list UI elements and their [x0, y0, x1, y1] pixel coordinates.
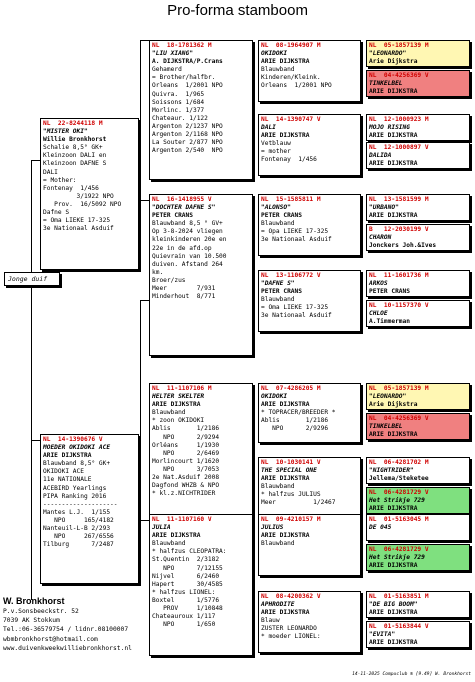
pedigree-line: * kl.z.NICHTRIDER	[152, 490, 216, 498]
great-grandparent-box	[366, 591, 470, 618]
owner-name: Jellema/Steketee	[369, 475, 429, 483]
ring-number: NL 09-4210157 M	[261, 516, 321, 523]
pedigree-line: Chateauroux 1/117	[152, 613, 216, 621]
great-grandparent-box	[366, 224, 470, 251]
pedigree-line: Chateaur. 1/122	[152, 114, 208, 122]
ring-number: NL 06-4281729 V	[369, 489, 429, 496]
pedigree-line: Fontenay 1/456	[261, 156, 317, 164]
mff-box	[258, 383, 361, 443]
pigeon-name: "DAFNE S"	[261, 280, 295, 288]
pedigree-line: Ablis 1/2186	[152, 425, 220, 433]
pigeon-name: "EVITA"	[369, 631, 396, 639]
pedigree-line: ACEBIRD Yearlings	[43, 484, 107, 492]
pedigree-line: * halfzus LIONEL:	[152, 588, 216, 596]
pedigree-line: = Oma LIEKE 17-325	[261, 304, 329, 312]
breeder-address: P.v.Sonsbeeckstr. 52	[3, 608, 79, 615]
owner-name: ARIE DIJKSTRA	[261, 58, 310, 66]
breeder-website: www.duivenkweekwilliebronkhorst.nl	[3, 644, 132, 652]
pedigree-line: kleinkinderen 20e en	[152, 236, 227, 244]
tree-line	[31, 160, 40, 161]
ring-number: NL 04-4256369 V	[369, 415, 429, 422]
pedigree-line: NPO 1/650	[152, 621, 216, 629]
tree-line	[140, 40, 149, 41]
owner-name: A.Timmerman	[369, 318, 410, 326]
ring-number: NL 11-1107106 M	[152, 385, 212, 392]
pedigree-line: 3/1922 NPO	[43, 192, 114, 200]
ring-number: NL 01-5163851 M	[369, 593, 429, 600]
pigeon-name: MOEDER OKIDOKI ACE	[43, 444, 111, 452]
owner-name: ARIE DIJKSTRA	[261, 401, 310, 409]
pedigree-line: PROV 1/10848	[152, 605, 223, 613]
pedigree-line: * zoon OKIDOKI	[152, 417, 205, 425]
pedigree-line: Quievrain van 10.500	[152, 252, 227, 260]
breeder-city: 7039 AK Stokkum	[3, 617, 60, 625]
ring-number: NL 12-1000923 M	[369, 116, 429, 123]
ring-number: NL 15-1585811 M	[261, 196, 321, 203]
ring-number: NL 10-1030141 V	[261, 459, 321, 466]
pedigree-line: Orléans 1/1930	[152, 441, 220, 449]
page-title: Pro-forma stamboom	[167, 2, 308, 19]
great-grandparent-box	[366, 194, 470, 221]
owner-name: PETER CRANS	[369, 288, 410, 296]
pedigree-line: 22e in de afd.op	[152, 244, 212, 252]
pedigree-line: Meer 7/931	[152, 285, 216, 293]
pedigree-line: Argenton 2/1237 NPO	[152, 122, 223, 130]
pigeon-name: ARKOS	[369, 280, 388, 288]
pedigree-line: * halfzus JULIUS	[261, 491, 321, 499]
pigeon-name: TINKELBEL	[369, 423, 403, 431]
great-grandparent-box	[366, 270, 470, 297]
ring-number: NL 14-1390747 V	[261, 116, 321, 123]
great-grandparent-box	[366, 114, 470, 141]
ffm-box	[258, 114, 361, 176]
breeder-email: wbmbronkhorst@hotmail.com	[3, 635, 98, 643]
owner-name: PETER CRANS	[261, 288, 302, 296]
great-grandparent-box	[366, 514, 470, 541]
pigeon-name: "MISTER OKI"	[43, 128, 88, 136]
pigeon-name: MOJO RISING	[369, 124, 410, 132]
ring-number: B 12-2030199 V	[369, 226, 429, 233]
tree-line	[140, 40, 141, 270]
pedigree-line: Hapert 30/4585	[152, 580, 223, 588]
pedigree-line: --------------------	[43, 500, 118, 508]
ring-number: NL 12-1000897 V	[369, 144, 429, 151]
pigeon-name: "DE BIG BOOM"	[369, 601, 418, 609]
pedigree-line: La Souter 2/877 NPO	[152, 139, 223, 147]
pedigree-line: Soissons 1/684	[152, 98, 205, 106]
pigeon-name: "LIU XIANG"	[152, 50, 193, 58]
pedigree-line: * TOPRACER/BREEDER *	[261, 409, 336, 417]
pedigree-line: Morlinc. 1/377	[152, 106, 205, 114]
owner-name: ARIE DIJKSTRA	[369, 88, 418, 96]
owner-name: PETER CRANS	[261, 212, 302, 220]
pigeon-name: TINKELBEL	[369, 80, 403, 88]
pedigree-line: Kleinzoon DALI en	[43, 152, 107, 160]
pedigree-line: Blauwband	[261, 220, 295, 228]
pigeon-name: CHARON	[369, 234, 392, 242]
pedigree-line: = Oma LIEKE 17-325	[43, 217, 111, 225]
tree-line	[140, 200, 149, 201]
owner-name: ARIE DIJKSTRA	[152, 401, 201, 409]
pedigree-line: Op 3-8-2024 vliegen	[152, 228, 223, 236]
ring-number: NL 07-4286205 M	[261, 385, 321, 392]
pedigree-line: Orleans 1/2001 NPO	[261, 82, 332, 90]
pedigree-line: Meer 1/2467	[261, 499, 336, 507]
pigeon-name: DALI	[261, 124, 276, 132]
pedigree-line: 2e Nat.Asduif 2008	[152, 474, 220, 482]
ring-number: NL 16-1418955 V	[152, 196, 212, 203]
great-grandparent-box	[366, 40, 470, 67]
great-grandparent-box	[366, 142, 470, 169]
pedigree-line: Prov. 16/5092 NPO	[43, 200, 122, 208]
owner-name: ARIE DIJKSTRA	[369, 212, 418, 220]
pedigree-line: Argenton 2/1168 NPO	[152, 131, 223, 139]
pedigree-line: Nijvel 6/2460	[152, 572, 220, 580]
pedigree-line: NPO 165/4182	[43, 516, 114, 524]
pedigree-line: Fontenay 1/456	[43, 184, 99, 192]
pedigree-line: ZUSTER LEONARDO	[261, 625, 317, 633]
pedigree-line: Nanteuil-L-B 2/293	[43, 525, 111, 533]
pedigree-line: Dagfond WHZB & NPO	[152, 482, 220, 490]
ring-number: NL 05-1857139 M	[369, 42, 429, 49]
ring-number: NL 04-4256369 V	[369, 72, 429, 79]
mother-father-box	[149, 383, 253, 521]
pedigree-line: Kleinzoon DAFNE S	[43, 160, 107, 168]
mmf-box	[258, 514, 361, 576]
pedigree-line: Tilburg 7/2487	[43, 541, 114, 549]
owner-name: Willie Bronkhorst	[43, 136, 107, 144]
pedigree-line: Schalie 8,5° GK+	[43, 144, 103, 152]
great-grandparent-box	[366, 413, 470, 440]
pedigree-line: * moeder LIONEL:	[261, 633, 321, 641]
pedigree-line: km.	[152, 268, 164, 276]
pedigree-line: Blauw	[261, 617, 280, 625]
father-box	[40, 118, 139, 270]
pedigree-line: OKIDOKI ACE	[43, 468, 84, 476]
breeder-info	[3, 596, 132, 653]
ring-number: NL 22-8244118 M	[43, 120, 103, 127]
pigeon-name: "DOCHTER DAFNE S"	[152, 204, 216, 212]
breeder-name: W. Bronkhorst	[3, 596, 65, 606]
pedigree-line: St.Quentin 2/3182	[152, 556, 220, 564]
pedigree-line: Blauwband	[152, 409, 186, 417]
fff-box	[258, 40, 361, 102]
pedigree-line: NPO 267/6556	[43, 533, 114, 541]
great-grandparent-box	[366, 487, 470, 514]
pedigree-line: Blauwband	[261, 296, 295, 304]
pedigree-line: = Opa LIEKE 17-325	[261, 228, 329, 236]
pedigree-line: Blauwband	[152, 540, 186, 548]
pigeon-name: "ALONSO"	[261, 204, 291, 212]
great-grandparent-box	[366, 300, 470, 327]
mother-box	[40, 434, 139, 584]
father-mother-box	[149, 194, 253, 356]
owner-name: ARIE DIJKSTRA	[369, 609, 418, 617]
father-father-box	[149, 40, 253, 180]
pedigree-line: Mantes L.J. 1/155	[43, 508, 111, 516]
ring-number: NL 08-1964907 M	[261, 42, 321, 49]
pedigree-line: Dafne S	[43, 209, 70, 217]
young-pigeon-box: Jonge duif	[4, 272, 60, 286]
owner-name: ARIE DIJKSTRA	[369, 160, 418, 168]
pigeon-name: HELTER SKELTER	[152, 393, 205, 401]
owner-name: ARIE DIJKSTRA	[261, 475, 310, 483]
pedigree-line: 11e NATIONALE	[43, 476, 92, 484]
owner-name: ARIE DIJKSTRA	[261, 132, 310, 140]
ring-number: NL 06-4281702 M	[369, 459, 429, 466]
ring-number: NL 11-1601736 M	[369, 272, 429, 279]
pedigree-line: NPO 2/9294	[152, 433, 220, 441]
owner-name: ARIE DIJKSTRA	[369, 431, 418, 439]
ring-number: NL 01-5163045 M	[369, 516, 429, 523]
pedigree-line: = Mother:	[43, 176, 77, 184]
ring-number: NL 18-1781362 M	[152, 42, 212, 49]
pedigree-line: Quivra. 1/965	[152, 90, 205, 98]
pedigree-line: Blauwband	[261, 540, 295, 548]
pedigree-line: 3e Nationaal Asduif	[261, 236, 332, 244]
mmm-box	[258, 591, 361, 653]
pedigree-line: NPO 7/12155	[152, 564, 223, 572]
owner-name: ARIE DIJKSTRA	[152, 532, 201, 540]
pedigree-line: Argenton 2/540 NPO	[152, 147, 223, 155]
ring-number: NL 13-1106772 V	[261, 272, 321, 279]
pedigree-line: 3e Nationaal Asduif	[261, 312, 332, 320]
pigeon-name: CHLOE	[369, 310, 388, 318]
tree-line	[31, 160, 32, 600]
pedigree-line: Minderhout 8/771	[152, 293, 216, 301]
great-grandparent-box	[366, 383, 470, 410]
pedigree-line: NPO 2/9296	[261, 425, 329, 433]
owner-name: ARIE DIJKSTRA	[43, 452, 92, 460]
tree-line	[31, 440, 40, 441]
pedigree-line: * halfzus CLEOPATRA:	[152, 548, 227, 556]
ring-number: NL 10-1157370 V	[369, 302, 429, 309]
pigeon-name: Het Strikje 729	[369, 554, 425, 562]
pedigree-line: Boxtel 1/5776	[152, 596, 220, 604]
ring-number: NL 11-1107160 V	[152, 516, 212, 523]
pedigree-line: NPO 2/6469	[152, 449, 220, 457]
owner-name: ARIE DIJKSTRA	[261, 609, 310, 617]
pigeon-name: "LEONARDO"	[369, 50, 407, 58]
fmm-box	[258, 270, 361, 332]
pigeon-name: "LEONARDO"	[369, 393, 407, 401]
tree-line	[140, 300, 149, 301]
mother-mother-box	[149, 514, 253, 656]
pedigree-line: = mother	[261, 148, 291, 156]
pedigree-line: duiven. Afstand 264	[152, 260, 223, 268]
great-grandparent-box	[366, 70, 470, 97]
pigeon-name: OKIDOKI	[261, 393, 288, 401]
great-grandparent-box	[366, 544, 470, 571]
pedigree-line: Morlincourt 1/1620	[152, 457, 220, 465]
pigeon-name: OKIDOKI	[261, 50, 288, 58]
tree-line	[140, 300, 141, 530]
great-grandparent-box	[366, 457, 470, 484]
ring-number: NL 05-1857139 M	[369, 385, 429, 392]
ring-number: NL 13-1581599 M	[369, 196, 429, 203]
pedigree-line: Broer/zus	[152, 276, 186, 284]
ring-number: NL 08-4200362 V	[261, 593, 321, 600]
tree-line	[140, 520, 149, 521]
pigeon-name: APHRODITE	[261, 601, 295, 609]
pigeon-name: "URBANO"	[369, 204, 399, 212]
pedigree-line: DALI	[43, 168, 58, 176]
pedigree-line: Vetblauw	[261, 140, 291, 148]
owner-name: ARIE DIJKSTRA	[369, 639, 418, 647]
pedigree-line: Orleans 1/2001 NPO	[152, 82, 223, 90]
owner-name: ARIE DIJKSTRA	[369, 505, 418, 513]
ring-number: NL 01-5163844 V	[369, 623, 429, 630]
owner-name: ARIE DIJKSTRA	[261, 532, 310, 540]
great-grandparent-box	[366, 621, 470, 648]
pedigree-line: Blauwband	[261, 66, 295, 74]
owner-name: A. DIJKSTRA/P.Crans	[152, 58, 223, 66]
breeder-phone: Tel.:06-36579754 / lidnr.08100007	[3, 626, 129, 634]
pigeon-name: Het Strikje 729	[369, 497, 425, 505]
owner-name: Arie Dijkstra	[369, 401, 418, 409]
pigeon-name: DE 045	[369, 524, 392, 532]
pedigree-line: Kinderen/Kleink.	[261, 74, 321, 82]
pigeon-name: JULIUS	[261, 524, 284, 532]
mfm-box	[258, 457, 361, 519]
owner-name: Jonckers Joh.&Ives	[369, 242, 437, 250]
pedigree-line: PIPA Ranking 2016	[43, 492, 107, 500]
pedigree-line: Blauwband	[261, 483, 295, 491]
pedigree-line: Blauwband 8,5 ° GV+	[152, 220, 223, 228]
pedigree-line: Blauwband 8,5° GK+	[43, 460, 111, 468]
pigeon-name: JULIA	[152, 524, 171, 532]
pedigree-line: NPO 3/7053	[152, 465, 220, 473]
fmf-box	[258, 194, 361, 256]
owner-name: ARIE DIJKSTRA	[369, 132, 418, 140]
ring-number: NL 06-4281729 V	[369, 546, 429, 553]
owner-name: ARIE DIJKSTRA	[369, 562, 418, 570]
footer-text: 14-11-2025 Compuclub ® [9.49] W. Bronkhorst	[352, 672, 471, 677]
pedigree-line: Ablis 1/2186	[261, 417, 329, 425]
pigeon-name: "NIGHTRIDER"	[369, 467, 414, 475]
pedigree-line: = Brother/halfbr.	[152, 74, 216, 82]
pedigree-line: Gehamerd	[152, 66, 182, 74]
pigeon-name: DALIDA	[369, 152, 392, 160]
pigeon-name: THE SPECIAL ONE	[261, 467, 317, 475]
owner-name: PETER CRANS	[152, 212, 193, 220]
ring-number: NL 14-1390676 V	[43, 436, 103, 443]
owner-name: Arie Dijkstra	[369, 58, 418, 66]
pedigree-line: 3e Nationaal Asduif	[43, 225, 114, 233]
